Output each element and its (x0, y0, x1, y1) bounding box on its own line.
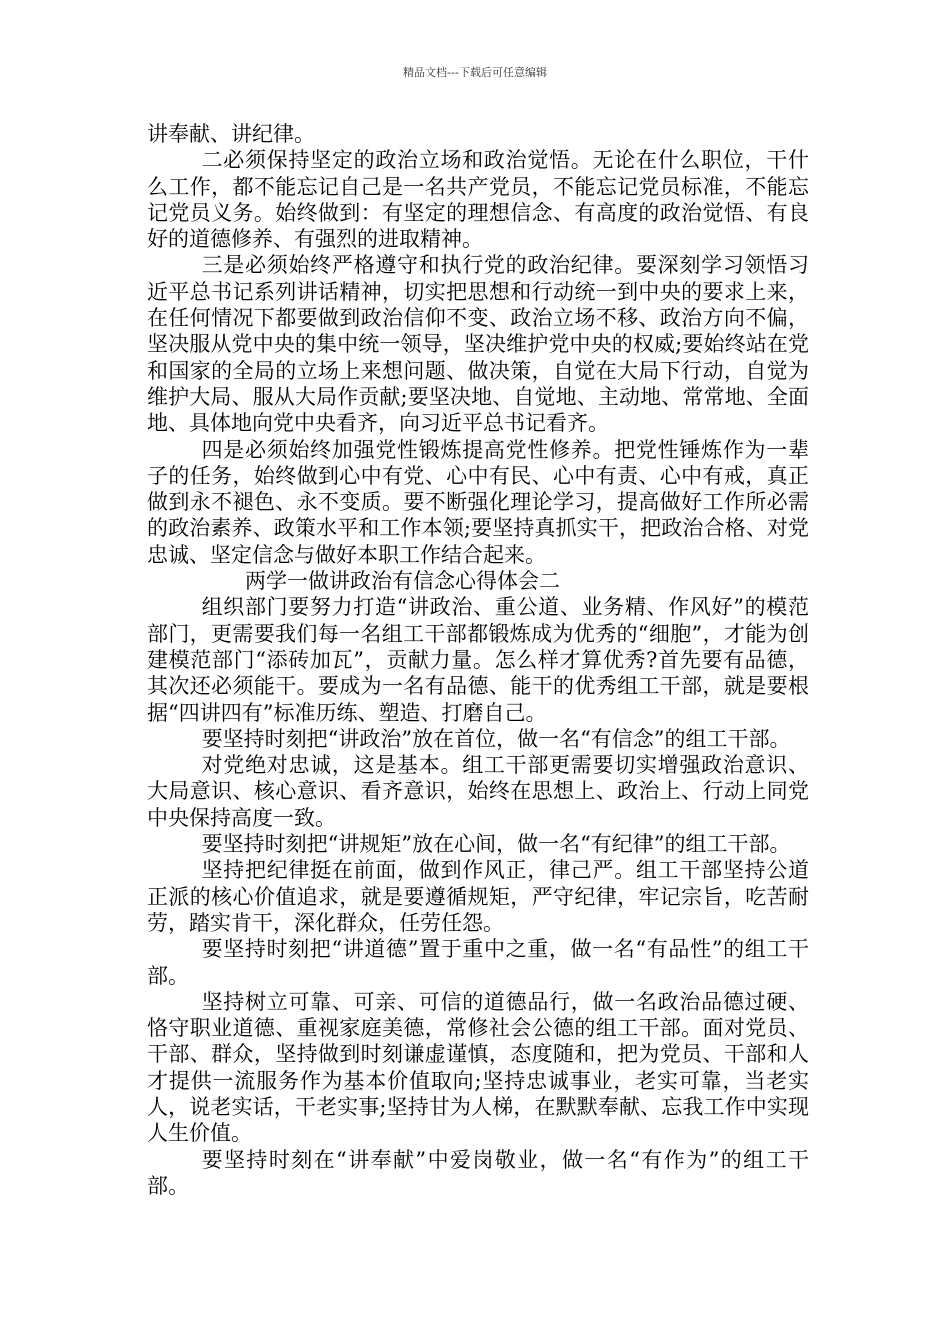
paragraph: 四是必须始终加强党性锻炼提高党性修养。把党性锤炼作为一辈子的任务，始终做到心中有党、心中有民、心中有责、心中有戒，真正做到永不褪色、永不变质。要不断强化理论学习，提高做好工作所必需的政治素养、政策水平和工作本领;要坚持真抓实干，把政治合格、对党忠诚、坚定信念与做好本职工作结合起来。 (147, 437, 809, 567)
paragraph: 要坚持时刻在“讲奉献”中爱岗敬业，做一名“有作为”的组工干部。 (147, 1147, 809, 1198)
paragraph: 三是必须始终严格遵守和执行党的政治纪律。要深刻学习领悟习近平总书记系列讲话精神，切实把思想和行动统一到中央的要求上来，在任何情况下都要做到政治信仰不变、政治立场不移、政治方向不偏，坚决服从党中央的集中统一领导，坚决维护党中央的权威;要始终站在党和国家的全局的立场上来想问题、做决策，自觉在大局下行动，自觉为维护大局、服从大局作贡献;要坚决地、自觉地、主动地、常常地、全面地、具体地向党中央看齐，向习近平总书记看齐。 (147, 253, 809, 436)
paragraph: 组织部门要努力打造“讲政治、重公道、业务精、作风好”的模范部门，更需要我们每一名组工干部都锻炼成为优秀的“细胞”，才能为创建模范部门“添砖加瓦”，贡献力量。怎么样才算优秀?首先要有品德，其次还必须能干。要成为一名有品德、能干的优秀组工干部，就是要根据“四讲四有”标准历练、塑造、打磨自己。 (147, 595, 809, 725)
paragraph-continuation: 讲奉献、讲纪律。 (147, 122, 315, 146)
page-header: 精品文档---下载后可任意编辑 (403, 66, 547, 79)
paragraph: 要坚持时刻把“讲规矩”放在心间，做一名“有纪律”的组工干部。 (201, 832, 791, 857)
section-subtitle: 两学一做讲政治有信念心得体会二 (245, 569, 560, 594)
paragraph: 要坚持时刻把“讲政治”放在首位，做一名“有信念”的组工干部。 (201, 726, 791, 751)
paragraph: 坚持把纪律挺在前面，做到作风正，律己严。组工干部坚持公道正派的核心价值追求，就是要遵循规矩，严守纪律，牢记宗旨，吃苦耐劳，踏实肯干，深化群众，任劳任怨。 (147, 858, 809, 935)
paragraph: 要坚持时刻把“讲道德”置于重中之重，做一名“有品性”的组工干部。 (147, 937, 809, 988)
paragraph: 二必须保持坚定的政治立场和政治觉悟。无论在什么职位，干什么工作，都不能忘记自己是一名共产党员，不能忘记党员标准，不能忘记党员义务。始终做到：有坚定的理想信念、有高度的政治觉悟、有良好的道德修养、有强烈的进取精神。 (147, 148, 809, 252)
paragraph: 坚持树立可靠、可亲、可信的道德品行，做一名政治品德过硬、恪守职业道德、重视家庭美德，常修社会公德的组工干部。面对党员、干部、群众，坚持做到时刻谦虚谨慎，态度随和，把为党员、干部和人才提供一流服务作为基本价值取向;坚持忠诚事业，老实可靠，当老实人，说老实话，干老实事;坚持甘为人梯，在默默奉献、忘我工作中实现人生价值。 (147, 989, 809, 1146)
document-body (147, 121, 809, 1199)
paragraph: 对党绝对忠诚，这是基本。组工干部更需要切实增强政治意识、大局意识、核心意识、看齐意识，始终在思想上、政治上、行动上同党中央保持高度一致。 (147, 753, 809, 830)
